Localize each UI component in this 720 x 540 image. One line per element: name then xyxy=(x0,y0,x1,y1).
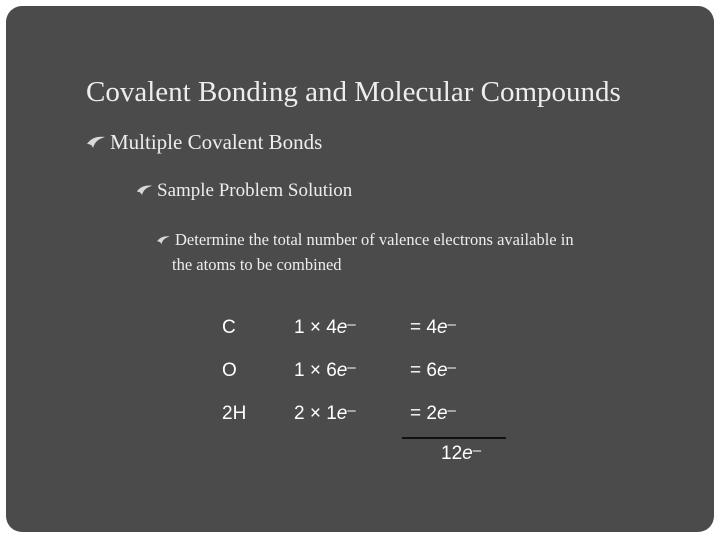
bullet-level1-text: Multiple Covalent Bonds xyxy=(110,130,323,154)
bullet-level1 xyxy=(86,130,322,155)
electron-result: = 2e– xyxy=(410,402,456,424)
slide-title: Covalent Bonding and Molecular Compounds xyxy=(86,76,621,108)
element-symbol: 2H xyxy=(222,403,247,424)
electron-multiplication: 1 × 6e– xyxy=(294,359,356,381)
bullet-level3-line2: the atoms to be combined xyxy=(172,255,342,274)
electron-total: 12e– xyxy=(441,442,482,464)
element-symbol: C xyxy=(222,317,236,338)
wing-bullet-icon xyxy=(156,235,171,245)
sum-divider-line xyxy=(402,437,506,439)
electron-result: = 4e– xyxy=(410,316,456,338)
wing-bullet-icon xyxy=(136,184,153,196)
bullet-level2-text: Sample Problem Solution xyxy=(157,180,353,201)
electron-multiplication: 1 × 4e– xyxy=(294,316,356,338)
bullet-level3-line1: Determine the total number of valence electrons available in xyxy=(175,230,574,249)
bullet-level3 xyxy=(156,227,676,277)
electron-multiplication: 2 × 1e– xyxy=(294,402,356,424)
slide-background xyxy=(6,6,714,532)
electron-result: = 6e– xyxy=(410,359,456,381)
bullet-level2 xyxy=(136,180,352,202)
wing-bullet-icon xyxy=(86,135,106,149)
element-symbol: O xyxy=(222,360,237,381)
